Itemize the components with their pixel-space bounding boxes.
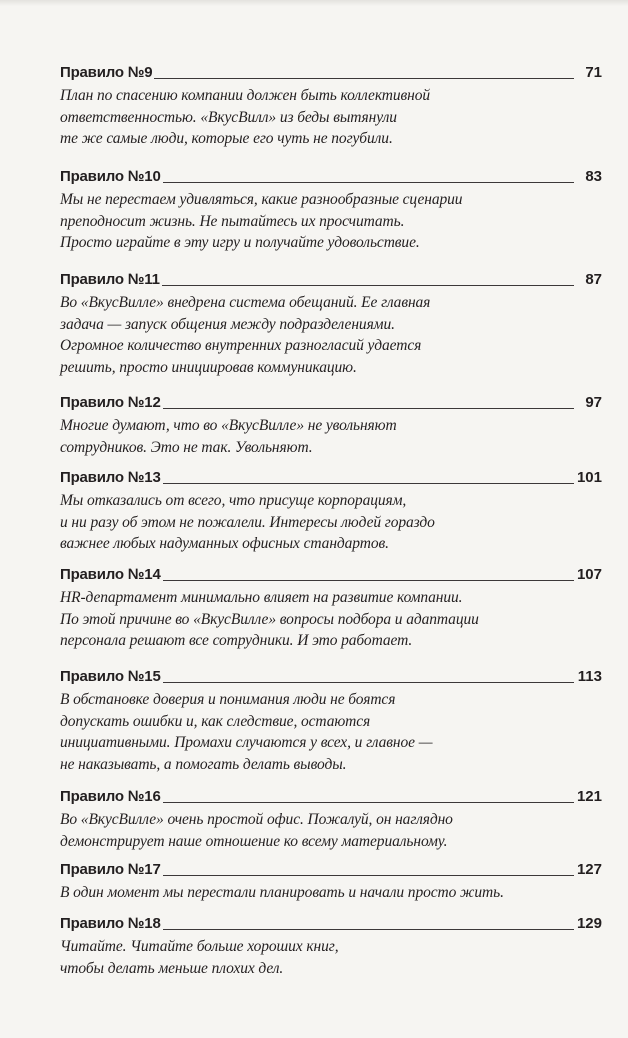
description-line: ответственностью. «ВкусВилл» из беды вытянули: [60, 108, 397, 126]
toc-entry-header: [60, 166, 602, 188]
description-line: Просто играйте в эту игру и получайте удовольствие.: [60, 234, 420, 251]
description-line: Во «ВкусВилле» внедрена система обещаний. Ее главная: [60, 294, 431, 311]
page-number: 107: [576, 566, 602, 583]
description-line: допускать ошибки и, как следствие, остаются: [60, 712, 371, 730]
rule-title: Правило №14: [60, 566, 161, 583]
toc-entry-header: [60, 666, 602, 688]
toc-entry-rule-9: [60, 62, 602, 150]
description-line: и ни разу об этом не пожалели. Интересы людей гораздо: [60, 513, 435, 531]
rule-title: Правило №15: [60, 668, 161, 685]
dot-leader: [130, 408, 574, 409]
page-number: 113: [577, 668, 602, 685]
dot-leader: [130, 929, 574, 930]
description-line: персонала решают все сотрудники. И это работает.: [60, 632, 413, 649]
rule-title: Правило №17: [60, 861, 161, 878]
toc-entry-header: [60, 467, 602, 489]
description-line: HR-департамент минимально влияет на развитие компании.: [60, 589, 463, 606]
rule-title: Правило №13: [60, 469, 161, 486]
rule-description: [60, 689, 602, 775]
description-line: Читайте. Читайте больше хороших книг,: [60, 938, 339, 955]
toc-entry-rule-14: [60, 564, 602, 652]
description-line: решить, просто инициировав коммуникацию.: [60, 358, 357, 376]
description-line: Мы не перестаем удивляться, какие разнообразные сценарии: [60, 191, 463, 208]
rule-description: [60, 882, 602, 904]
page-number: 97: [585, 394, 602, 411]
description-line: чтобы делать меньше плохих дел.: [60, 959, 284, 977]
description-line: Во «ВкусВилле» очень простой офис. Пожалуй, он наглядно: [60, 811, 453, 828]
rule-description: [60, 936, 602, 979]
rule-title: Правило №18: [60, 915, 161, 932]
description-line: задача — запуск общения между подразделениями.: [60, 315, 395, 333]
description-line: Мы отказались от всего, что присуще корпорациям,: [60, 492, 407, 509]
rule-description: [60, 490, 602, 555]
dot-leader: [130, 78, 574, 79]
rule-description: [60, 189, 602, 254]
toc-entry-header: [60, 62, 602, 84]
rule-title: Правило №11: [60, 271, 160, 288]
toc-entry-header: [60, 564, 602, 586]
page-number: 83: [585, 168, 602, 185]
description-line: демонстрирует наше отношение ко всему материальному.: [60, 832, 448, 850]
description-line: В обстановке доверия и понимания люди не боятся: [60, 691, 396, 708]
toc-entry-rule-10: [60, 166, 602, 254]
description-line: те же самые люди, которые его чуть не погубили.: [60, 130, 393, 147]
toc-entry-rule-13: [60, 467, 602, 555]
rule-title: Правило №16: [60, 788, 161, 805]
dot-leader: [130, 483, 574, 484]
toc-entry-rule-16: [60, 786, 602, 852]
rule-description: [60, 587, 602, 652]
page-number: 101: [576, 469, 602, 486]
page-number: 71: [585, 64, 602, 81]
page-top-edge: [0, 0, 628, 6]
rule-description: [60, 809, 602, 852]
description-line: План по спасению компании должен быть коллективной: [60, 87, 431, 104]
toc-entry-header: [60, 913, 602, 935]
description-line: Огромное количество внутренних разногласий удается: [60, 337, 422, 354]
rule-description: [60, 292, 602, 378]
toc-entry-header: [60, 859, 602, 881]
toc-entry-rule-12: [60, 392, 602, 458]
description-line: не наказывать, а помогать делать выводы.: [60, 755, 347, 773]
description-line: В один момент мы перестали планировать и начали просто жить.: [60, 884, 504, 901]
dot-leader: [130, 285, 574, 286]
description-line: важнее любых надуманных офисных стандартов.: [60, 535, 389, 552]
rule-title: Правило №12: [60, 394, 161, 411]
description-line: Многие думают, что во «ВкусВилле» не увольняют: [60, 417, 397, 434]
description-line: преподносит жизнь. Не пытайтесь их просчитать.: [60, 212, 405, 230]
page-number: 127: [576, 861, 602, 878]
toc-entry-rule-17: [60, 859, 602, 904]
dot-leader: [130, 682, 574, 683]
toc-entry-rule-18: [60, 913, 602, 979]
rule-description: [60, 85, 602, 150]
toc-entry-rule-11: [60, 269, 602, 378]
description-line: инициативными. Промахи случаются у всех, и главное —: [60, 734, 433, 751]
rule-title: Правило №9: [60, 64, 153, 81]
dot-leader: [130, 182, 574, 183]
page-number: 121: [576, 788, 602, 805]
rule-description: [60, 415, 602, 458]
toc-entry-rule-15: [60, 666, 602, 775]
dot-leader: [130, 802, 574, 803]
dot-leader: [130, 580, 574, 581]
dot-leader: [130, 875, 574, 876]
toc-entry-header: [60, 786, 602, 808]
toc-entry-header: [60, 392, 602, 414]
rule-title: Правило №10: [60, 168, 161, 185]
page-number: 129: [576, 915, 602, 932]
page-number: 87: [585, 271, 602, 288]
description-line: По этой причине во «ВкусВилле» вопросы подбора и адаптации: [60, 610, 479, 628]
description-line: сотрудников. Это не так. Увольняют.: [60, 438, 313, 456]
toc-entry-header: [60, 269, 602, 291]
